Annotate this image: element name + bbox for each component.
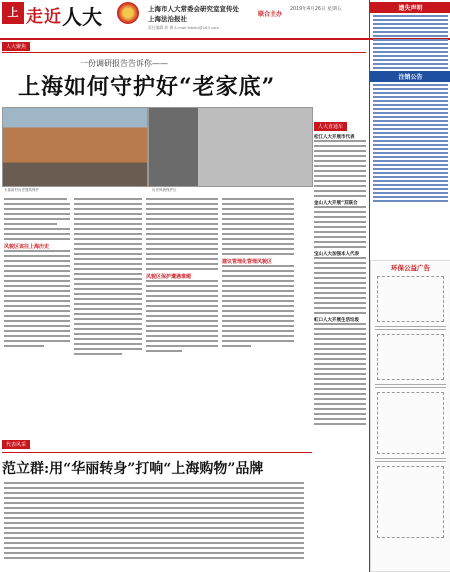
logo-mark: 上 — [2, 2, 24, 24]
editor-contact: 责任编辑 郭 豫 E-mail:fzbsbj@163.com — [148, 25, 220, 30]
divider — [2, 52, 366, 53]
ad-illustration-2 — [377, 334, 444, 380]
ad-illustration-1 — [377, 276, 444, 322]
kicker: 一份调研报告告诉你—— — [80, 59, 168, 68]
bottom-headline[interactable]: 范立群:用“华丽转身”打响“上海购物”品牌 — [2, 461, 264, 477]
news-item-4[interactable]: 虹口人大开展生活垃圾 — [314, 318, 359, 323]
article-column-1 — [4, 198, 70, 350]
photo-yongjia-village[interactable] — [2, 107, 148, 187]
section-label-news: 人大直通车 — [314, 122, 347, 131]
article-column-4 — [222, 198, 294, 350]
cancellation-header: 注销公告 — [370, 71, 450, 82]
news-column — [314, 134, 366, 428]
section-label-focus: 人大聚焦 — [2, 42, 30, 51]
subhead-1: 风貌区该往上海历史 — [4, 244, 50, 250]
ad-header: 环保公益广告 — [391, 264, 430, 272]
news-item-1[interactable]: 松江人大开展市代表 — [314, 135, 355, 140]
ad-illustration-3 — [377, 392, 444, 454]
logo-word-1: 走近 — [26, 7, 62, 27]
news-item-3[interactable]: 宝山人大加强本人代表 — [314, 252, 359, 257]
lost-notice-header: 遗失声明 — [370, 2, 450, 13]
article-column-3 — [146, 198, 218, 355]
subhead-3: 建议管理化管理风貌区 — [222, 259, 273, 265]
eco-ad-panel[interactable] — [370, 260, 450, 572]
organizer-1: 上海市人大常委会研究室宣传处 — [148, 5, 239, 13]
section-label-delegate: 代表风采 — [2, 440, 30, 449]
organizer-2: 上海法治报社 — [148, 15, 187, 23]
issue-date: 2019年4月26日 星期五 — [290, 7, 342, 12]
article-column-2 — [74, 198, 142, 358]
logo-word-2: 人大 — [62, 5, 102, 29]
photo1-caption: 永嘉新村历史建筑保护 — [4, 188, 39, 192]
news-item-2[interactable]: 金山人大开展“双联合 — [314, 201, 358, 206]
photo2-caption: 历史风貌保护区 — [152, 188, 177, 192]
bottom-article-body — [4, 482, 304, 562]
cohost-label: 联合主办 — [258, 11, 283, 18]
photo-heritage-plaque[interactable] — [148, 107, 313, 187]
ad-illustration-4 — [377, 466, 444, 538]
subhead-2: 风貌区保护遭遇难题 — [146, 274, 192, 280]
main-headline[interactable]: 上海如何守护好“老家底” — [18, 74, 276, 100]
divider-bottom — [2, 452, 312, 453]
emblem-icon — [117, 2, 139, 24]
